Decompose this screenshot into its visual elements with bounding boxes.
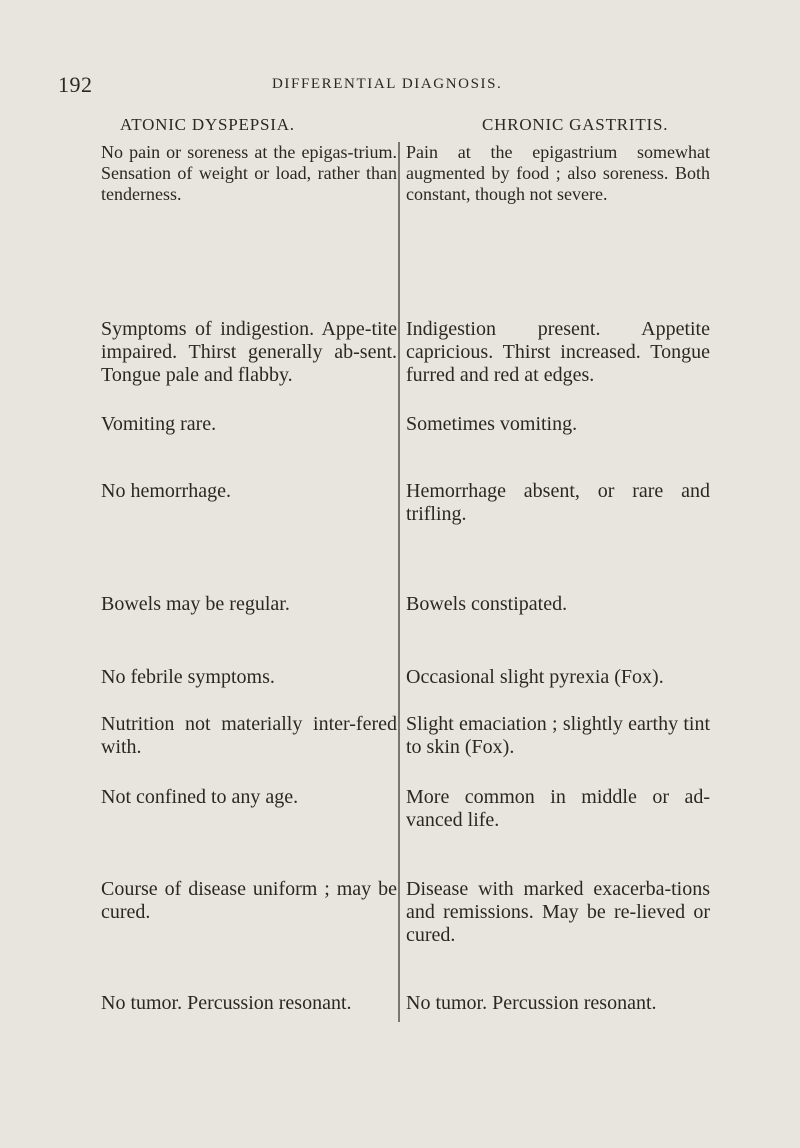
left-cell-bowels: Bowels may be regular. (101, 593, 290, 615)
column-divider (398, 142, 400, 1022)
page-header (58, 72, 758, 96)
right-cell-pain: Pain at the epigastrium somewhat augmented by food ; also soreness. Both constant, though not severe. (406, 142, 710, 204)
right-cell-vomiting: Sometimes vomiting. (406, 413, 578, 435)
left-cell-pain: No pain or soreness at the epigas-trium. Sensation of weight or load, rather than tenderness. (101, 142, 397, 204)
right-cell-indigestion: Indigestion present. Appetite capricious. Thirst increased. Tongue furred and red at edges. (406, 318, 710, 386)
left-column-title: ATONIC DYSPEPSIA. (120, 115, 295, 134)
left-cell-nutrition: Nutrition not materially inter-fered with. (101, 713, 397, 758)
right-cell-febrile: Occasional slight pyrexia (Fox). (406, 666, 664, 688)
left-cell-febrile: No febrile symptoms. (101, 666, 275, 688)
running-title: DIFFERENTIAL DIAGNOSIS. (272, 76, 503, 92)
right-cell-course: Disease with marked exacerba-tions and remissions. May be re-lieved or cured. (406, 878, 710, 946)
right-cell-age: More common in middle or ad-vanced life. (406, 786, 710, 831)
left-cell-vomiting: Vomiting rare. (101, 413, 217, 435)
left-cell-age: Not confined to any age. (101, 786, 299, 808)
left-cell-hemorrhage: No hemorrhage. (101, 480, 231, 502)
right-cell-nutrition: Slight emaciation ; slightly earthy tint to skin (Fox). (406, 713, 710, 758)
left-cell-indigestion: Symptoms of indigestion. Appe-tite impaired. Thirst generally ab-sent. Tongue pale and flabby. (101, 318, 397, 386)
right-column-title: CHRONIC GASTRITIS. (482, 115, 669, 134)
left-cell-course: Course of disease uniform ; may be cured. (101, 878, 397, 923)
left-cell-tumor: No tumor. Percussion resonant. (101, 992, 352, 1014)
right-cell-bowels: Bowels constipated. (406, 593, 568, 615)
page-number: 192 (58, 72, 93, 97)
right-cell-tumor: No tumor. Percussion resonant. (406, 992, 657, 1014)
right-cell-hemorrhage: Hemorrhage absent, or rare and trifling. (406, 480, 710, 525)
